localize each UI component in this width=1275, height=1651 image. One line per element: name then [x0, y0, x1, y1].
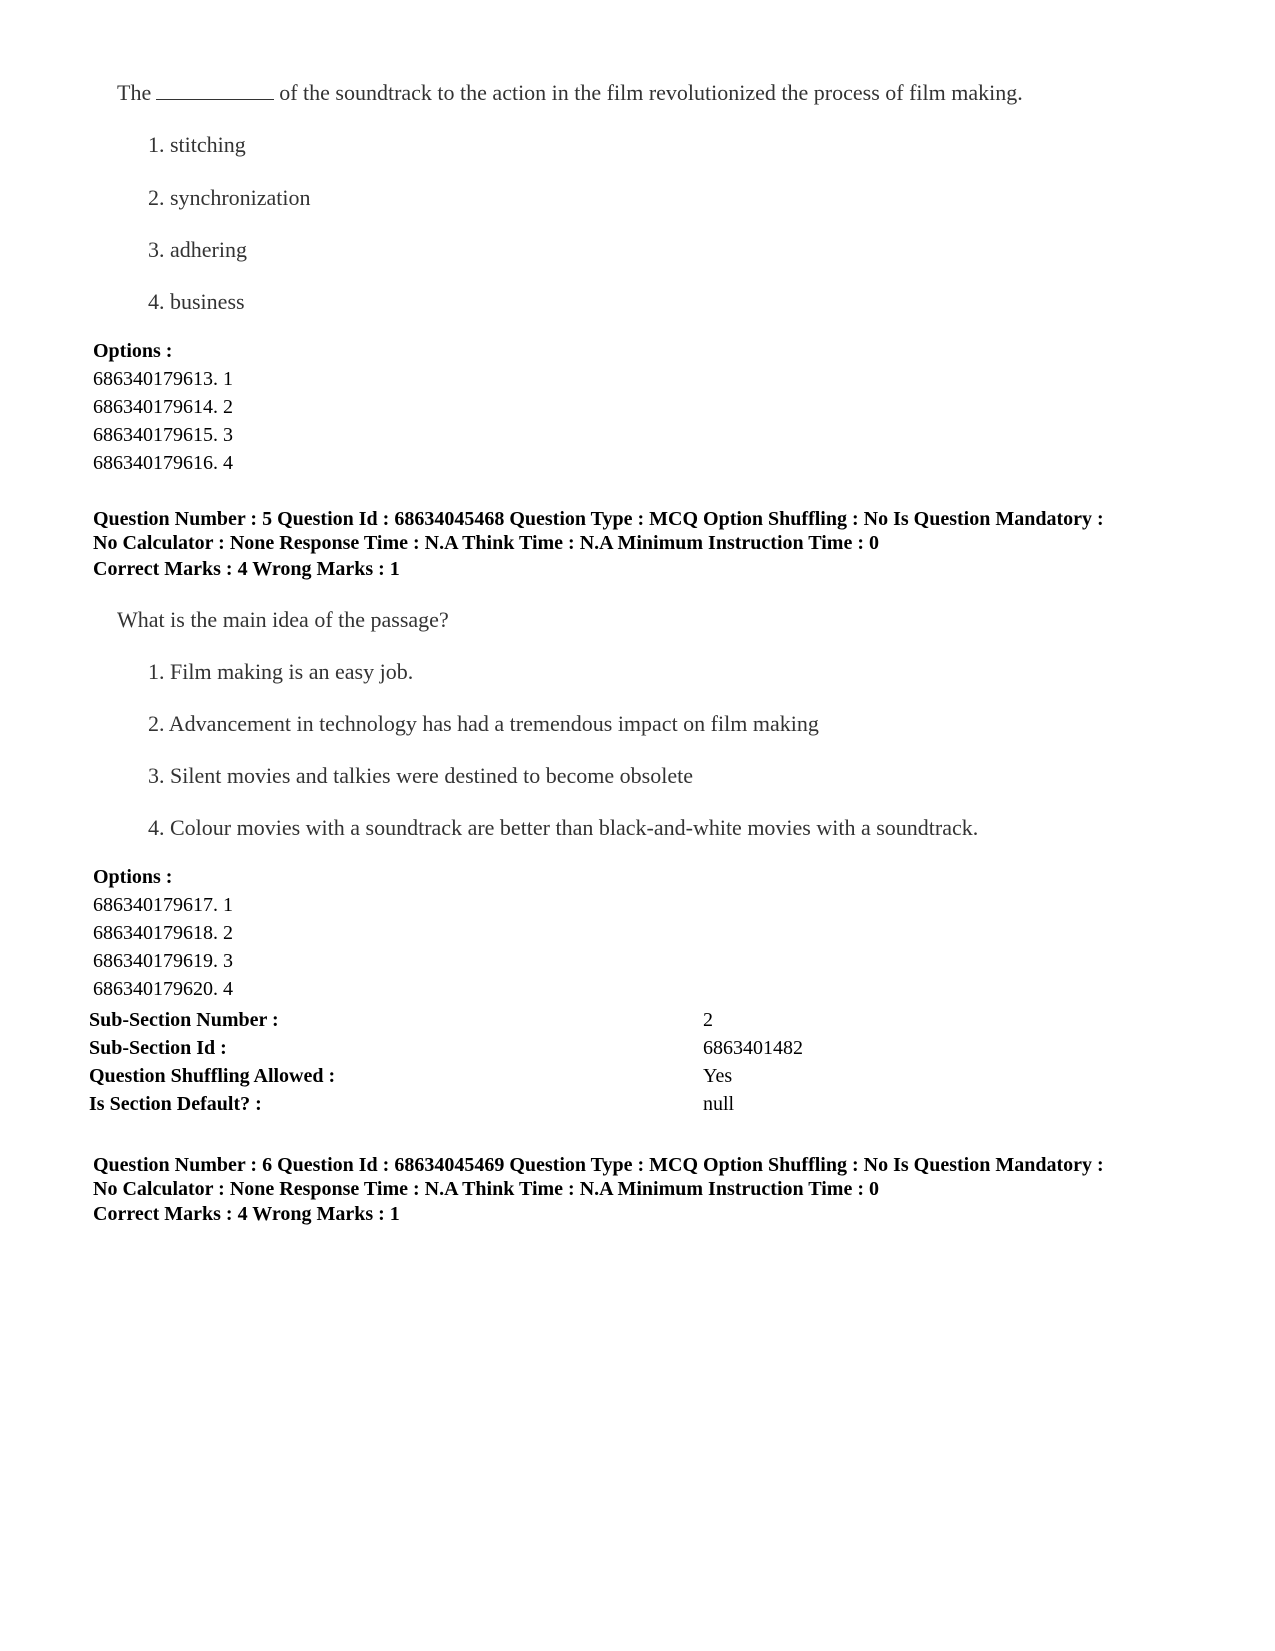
subsection-number-value: 2: [703, 1009, 713, 1031]
q5-stem: What is the main idea of the passage?: [117, 607, 449, 632]
q4-choice-3: 3. adhering: [148, 237, 247, 262]
subsection-id-key: Sub-Section Id :: [89, 1037, 227, 1059]
q6-meta-line-2: No Calculator : None Response Time : N.A Think Time : N.A Minimum Instruction Time : 0: [93, 1178, 879, 1200]
q5-option-1: 686340179617. 1: [93, 894, 233, 916]
subsection-id-value: 6863401482: [703, 1037, 803, 1059]
q4-option-4: 686340179616. 4: [93, 452, 233, 474]
q5-choice-3: 3. Silent movies and talkies were destined to become obsolete: [148, 763, 693, 788]
q4-stem-before: The: [117, 80, 152, 105]
q4-choice-2: 2. synchronization: [148, 185, 311, 210]
q4-stem: [117, 80, 1023, 106]
q5-choice-2: 2. Advancement in technology has had a tremendous impact on film making: [148, 711, 819, 736]
q6-meta-line-1: Question Number : 6 Question Id : 68634045469 Question Type : MCQ Option Shuffling : No Is Question Mandatory :: [93, 1154, 1104, 1176]
q5-option-3: 686340179619. 3: [93, 950, 233, 972]
q5-option-2: 686340179618. 2: [93, 922, 233, 944]
q5-option-4: 686340179620. 4: [93, 978, 233, 1000]
q4-choice-4: 4. business: [148, 289, 245, 314]
q5-options-label: Options :: [93, 866, 173, 888]
section-default-value: null: [703, 1093, 735, 1115]
section-default-key: Is Section Default? :: [89, 1093, 262, 1115]
q5-choice-4: 4. Colour movies with a soundtrack are better than black-and-white movies with a soundtrack.: [148, 815, 979, 840]
q5-marks: Correct Marks : 4 Wrong Marks : 1: [93, 558, 400, 580]
q5-meta-line-2: No Calculator : None Response Time : N.A Think Time : N.A Minimum Instruction Time : 0: [93, 532, 879, 554]
subsection-number-key: Sub-Section Number :: [89, 1009, 279, 1031]
q6-marks: Correct Marks : 4 Wrong Marks : 1: [93, 1203, 400, 1225]
q4-stem-after: of the soundtrack to the action in the film revolutionized the process of film making.: [279, 80, 1023, 105]
question-shuffling-key: Question Shuffling Allowed :: [89, 1065, 336, 1087]
q4-option-2: 686340179614. 2: [93, 396, 233, 418]
q6-meta: [93, 1153, 1213, 1201]
q4-option-3: 686340179615. 3: [93, 424, 233, 446]
q5-choice-1: 1. Film making is an easy job.: [148, 659, 414, 684]
question-shuffling-value: Yes: [703, 1065, 733, 1087]
q5-meta: [93, 507, 1213, 555]
q4-choice-1: 1. stitching: [148, 132, 246, 157]
q4-option-1: 686340179613. 1: [93, 368, 233, 390]
q4-options-label: Options :: [93, 340, 173, 362]
q4-blank: [156, 81, 274, 100]
q5-meta-line-1: Question Number : 5 Question Id : 68634045468 Question Type : MCQ Option Shuffling : No Is Question Mandatory :: [93, 508, 1104, 530]
